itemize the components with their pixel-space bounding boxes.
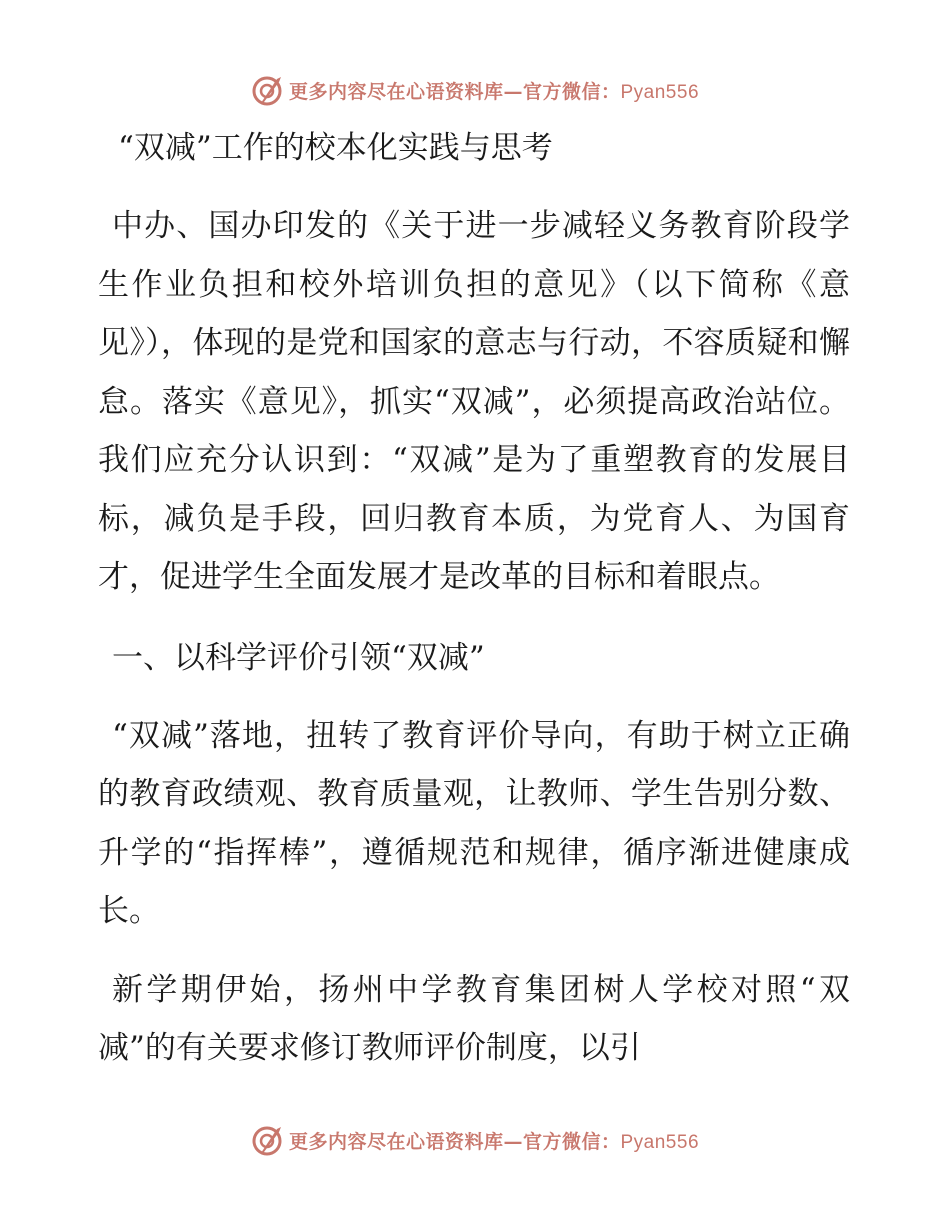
watermark-footer <box>0 1120 950 1160</box>
paragraph-section-1-continued: 新学期伊始，扬州中学教育集团树人学校对照“双减”的有关要求修订教师评价制度，以引 <box>98 971 850 1066</box>
watermark-id: Pyan556 <box>620 81 700 103</box>
watermark-header <box>0 70 950 110</box>
section-heading-1: 一、以科学评价引领“双减” <box>112 639 485 676</box>
watermark-text: 更多内容尽在心语资料库—官方微信：Pyan556 <box>288 80 700 103</box>
quill-logo-icon <box>251 73 285 107</box>
document-title: “双减”工作的校本化实践与思考 <box>118 130 553 166</box>
watermark-id: Pyan556 <box>620 1131 700 1153</box>
quill-logo-icon <box>251 1123 285 1157</box>
paragraph-section-1: “双减”落地，扭转了教育评价导向，有助于树立正确的教育政绩观、教育质量观，让教师、学生告别分数、升学的“指挥棒”，遵循规范和规律，循序渐进健康成长。 <box>98 717 850 929</box>
paragraph-intro: 中办、国办印发的《关于进一步减轻义务教育阶段学生作业负担和校外培训负担的意见》（以下简称《意见》），体现的是党和国家的意志与行动，不容质疑和懈怠。落实《意见》，抓实“双减”，必须提高政治站位。我们应充分认识到：“双减”是为了重塑教育的发展目标，减负是手段，回归教育本质，为党育人、为国育才，促进学生全面发展才是改革的目标和着眼点。 <box>98 208 850 595</box>
document-body <box>98 125 850 1078</box>
watermark-text: 更多内容尽在心语资料库—官方微信：Pyan556 <box>288 1130 700 1153</box>
